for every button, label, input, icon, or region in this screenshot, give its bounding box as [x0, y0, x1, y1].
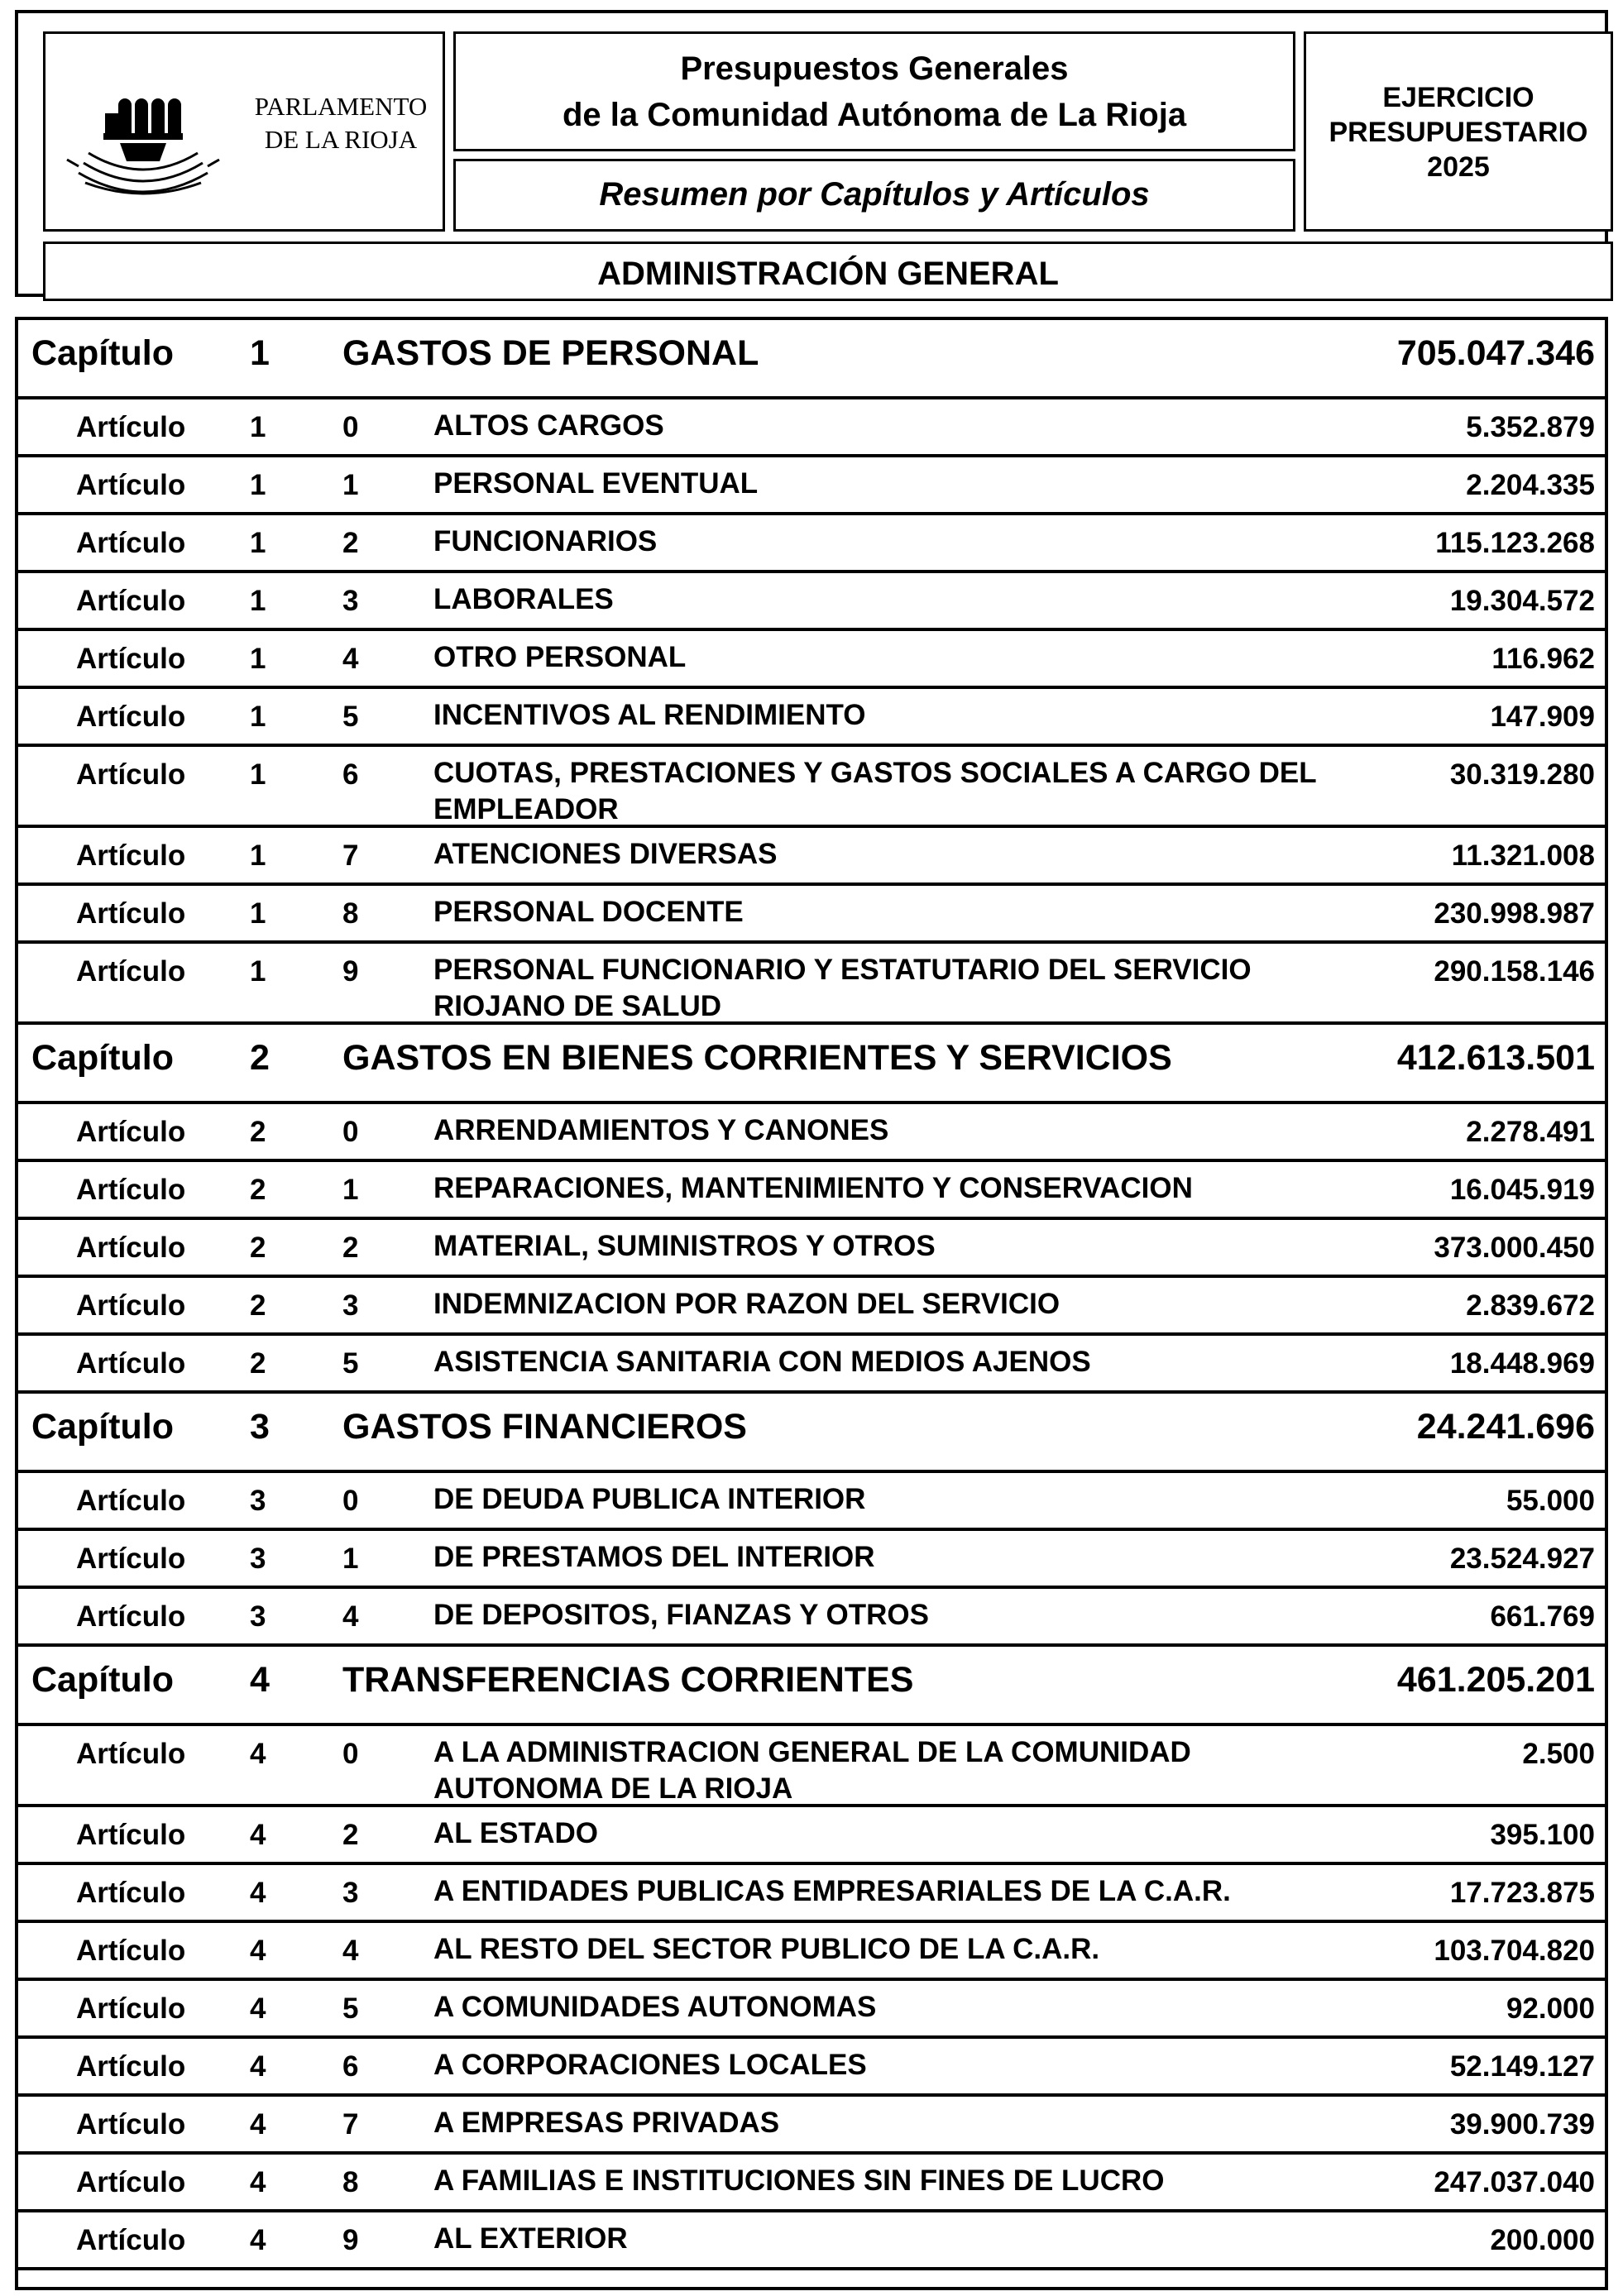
article-name: LABORALES	[433, 583, 614, 615]
article-row	[18, 2039, 1605, 2097]
article-chapter-number: 4	[250, 1819, 266, 1851]
article-name: PERSONAL DOCENTE	[433, 896, 744, 928]
article-label: Artículo	[76, 1935, 186, 1967]
article-chapter-number: 3	[250, 1600, 266, 1633]
article-row	[18, 1473, 1605, 1531]
article-number: 7	[342, 839, 359, 872]
parliament-logo-box	[43, 31, 445, 232]
article-chapter-number: 4	[250, 1877, 266, 1909]
fiscal-year-box	[1304, 31, 1613, 232]
article-label: Artículo	[76, 585, 186, 617]
article-row	[18, 747, 1605, 828]
budget-title-box	[453, 31, 1295, 151]
article-row	[18, 399, 1605, 457]
article-name: A FAMILIAS E INSTITUCIONES SIN FINES DE LUCRO	[433, 2164, 1165, 2197]
article-amount: 17.723.875	[1449, 1877, 1595, 1909]
article-label: Artículo	[76, 701, 186, 733]
article-name: AL EXTERIOR	[433, 2222, 628, 2255]
article-chapter-number: 1	[250, 897, 266, 930]
parliament-name-line1: PARLAMENTO	[254, 92, 428, 121]
parliament-emblem-icon	[55, 67, 246, 199]
article-name: ALTOS CARGOS	[433, 409, 664, 442]
article-number: 0	[342, 1116, 359, 1148]
article-name: A ENTIDADES PUBLICAS EMPRESARIALES DE LA C.A.R.	[433, 1875, 1231, 1907]
article-row	[18, 515, 1605, 573]
article-chapter-number: 2	[250, 1289, 266, 1322]
article-amount: 247.037.040	[1434, 2166, 1595, 2198]
article-number: 4	[342, 1600, 359, 1633]
article-chapter-number: 1	[250, 643, 266, 675]
article-label: Artículo	[76, 1485, 186, 1517]
article-row	[18, 1278, 1605, 1336]
article-number: 5	[342, 701, 359, 733]
article-label: Artículo	[76, 1116, 186, 1148]
article-row	[18, 1162, 1605, 1220]
chapter-name: GASTOS DE PERSONAL	[342, 333, 759, 373]
fiscal-year-line1: EJERCICIO	[1382, 82, 1534, 113]
chapter-amount: 24.241.696	[1416, 1407, 1595, 1447]
article-amount: 52.149.127	[1449, 2050, 1595, 2083]
article-number: 4	[342, 1935, 359, 1967]
article-name: A COMUNIDADES AUTONOMAS	[433, 1991, 877, 2023]
article-name: A LA ADMINISTRACION GENERAL DE LA COMUNIDAD AUTONOMA DE LA RIOJA	[433, 1736, 1191, 1805]
article-label: Artículo	[76, 2166, 186, 2198]
article-chapter-number: 4	[250, 2108, 266, 2141]
article-row	[18, 2097, 1605, 2155]
article-amount: 2.278.491	[1466, 1116, 1595, 1148]
fiscal-year-line2: PRESUPUESTARIO	[1329, 117, 1588, 148]
article-row	[18, 1923, 1605, 1981]
article-row	[18, 944, 1605, 1025]
parliament-name	[237, 90, 444, 156]
chapter-number: 4	[250, 1660, 270, 1700]
article-label: Artículo	[76, 1877, 186, 1909]
article-row	[18, 1531, 1605, 1589]
article-amount: 661.769	[1490, 1600, 1595, 1633]
chapter-label: Capítulo	[31, 1038, 174, 1078]
article-label: Artículo	[76, 839, 186, 872]
article-row	[18, 828, 1605, 886]
article-label: Artículo	[76, 469, 186, 501]
article-label: Artículo	[76, 1738, 186, 1770]
article-amount: 30.319.280	[1449, 758, 1595, 791]
section-box	[43, 242, 1613, 301]
article-label: Artículo	[76, 643, 186, 675]
article-row	[18, 1807, 1605, 1865]
chapter-row	[18, 1394, 1605, 1473]
subtitle-box	[453, 159, 1295, 232]
article-name: AL ESTADO	[433, 1817, 598, 1849]
article-number: 1	[342, 1543, 359, 1575]
article-amount: 373.000.450	[1434, 1232, 1595, 1264]
article-row	[18, 2155, 1605, 2212]
section-title: ADMINISTRACIÓN GENERAL	[597, 256, 1059, 292]
chapter-name: GASTOS FINANCIEROS	[342, 1407, 747, 1447]
chapter-row	[18, 1647, 1605, 1726]
article-amount: 2.500	[1522, 1738, 1595, 1770]
article-number: 1	[342, 1174, 359, 1206]
article-label: Artículo	[76, 1992, 186, 2025]
article-number: 2	[342, 1819, 359, 1851]
article-name: AL RESTO DEL SECTOR PUBLICO DE LA C.A.R.	[433, 1933, 1100, 1965]
article-number: 8	[342, 2166, 359, 2198]
article-amount: 230.998.987	[1434, 897, 1595, 930]
chapter-row	[18, 1025, 1605, 1104]
chapter-amount: 705.047.346	[1396, 333, 1595, 373]
article-name: INCENTIVOS AL RENDIMIENTO	[433, 699, 866, 731]
chapter-label: Capítulo	[31, 1407, 174, 1447]
article-number: 2	[342, 527, 359, 559]
budget-title-line1: Presupuestos Generales	[680, 50, 1069, 87]
article-chapter-number: 4	[250, 1935, 266, 1967]
document-header	[15, 10, 1608, 297]
article-label: Artículo	[76, 1347, 186, 1380]
article-chapter-number: 3	[250, 1543, 266, 1575]
article-chapter-number: 2	[250, 1116, 266, 1148]
article-chapter-number: 1	[250, 839, 266, 872]
article-name: MATERIAL, SUMINISTROS Y OTROS	[433, 1230, 936, 1262]
article-row	[18, 1336, 1605, 1394]
article-name: PERSONAL EVENTUAL	[433, 467, 759, 500]
article-amount: 2.204.335	[1466, 469, 1595, 501]
chapter-label: Capítulo	[31, 1660, 174, 1700]
article-name: ASISTENCIA SANITARIA CON MEDIOS AJENOS	[433, 1346, 1091, 1378]
article-label: Artículo	[76, 2050, 186, 2083]
article-label: Artículo	[76, 1174, 186, 1206]
article-number: 0	[342, 1485, 359, 1517]
chapter-number: 2	[250, 1038, 270, 1078]
article-number: 4	[342, 643, 359, 675]
article-number: 6	[342, 758, 359, 791]
article-amount: 19.304.572	[1449, 585, 1595, 617]
article-name: PERSONAL FUNCIONARIO Y ESTATUTARIO DEL SERVICIO RIOJANO DE SALUD	[433, 954, 1252, 1022]
article-row	[18, 1865, 1605, 1923]
article-chapter-number: 1	[250, 527, 266, 559]
chapter-label: Capítulo	[31, 333, 174, 373]
article-chapter-number: 4	[250, 2224, 266, 2256]
article-row	[18, 457, 1605, 515]
article-amount: 115.123.268	[1435, 527, 1595, 559]
article-number: 3	[342, 1877, 359, 1909]
article-number: 5	[342, 1992, 359, 2025]
article-name: REPARACIONES, MANTENIMIENTO Y CONSERVACION	[433, 1172, 1193, 1204]
article-amount: 39.900.739	[1449, 2108, 1595, 2141]
chapter-number: 3	[250, 1407, 270, 1447]
article-chapter-number: 1	[250, 469, 266, 501]
article-label: Artículo	[76, 1819, 186, 1851]
article-number: 1	[342, 469, 359, 501]
article-row	[18, 1104, 1605, 1162]
chapter-name: GASTOS EN BIENES CORRIENTES Y SERVICIOS	[342, 1038, 1172, 1078]
article-row	[18, 689, 1605, 747]
article-label: Artículo	[76, 2108, 186, 2141]
article-chapter-number: 2	[250, 1232, 266, 1264]
article-label: Artículo	[76, 527, 186, 559]
article-name: ARRENDAMIENTOS Y CANONES	[433, 1114, 889, 1146]
article-number: 2	[342, 1232, 359, 1264]
parliament-name-line2: DE LA RIOJA	[264, 125, 418, 154]
article-row	[18, 1220, 1605, 1278]
article-label: Artículo	[76, 1543, 186, 1575]
fiscal-year-value: 2025	[1427, 151, 1490, 183]
article-row	[18, 1981, 1605, 2039]
chapter-row	[18, 320, 1605, 399]
article-number: 7	[342, 2108, 359, 2141]
article-name: A EMPRESAS PRIVADAS	[433, 2107, 780, 2139]
article-row	[18, 1726, 1605, 1807]
article-chapter-number: 1	[250, 955, 266, 988]
article-row	[18, 573, 1605, 631]
chapter-amount: 412.613.501	[1396, 1038, 1595, 1078]
article-number: 3	[342, 1289, 359, 1322]
article-row	[18, 2212, 1605, 2270]
article-chapter-number: 4	[250, 1992, 266, 2025]
article-number: 9	[342, 955, 359, 988]
article-label: Artículo	[76, 1289, 186, 1322]
article-number: 3	[342, 585, 359, 617]
article-amount: 92.000	[1506, 1992, 1595, 2025]
article-chapter-number: 2	[250, 1347, 266, 1380]
article-name: DE DEUDA PUBLICA INTERIOR	[433, 1483, 866, 1515]
article-amount: 11.321.008	[1451, 839, 1595, 872]
document-subtitle: Resumen por Capítulos y Artículos	[599, 176, 1150, 213]
article-name: INDEMNIZACION POR RAZON DEL SERVICIO	[433, 1288, 1060, 1320]
chapter-number: 1	[250, 333, 270, 373]
article-chapter-number: 1	[250, 701, 266, 733]
article-name: ATENCIONES DIVERSAS	[433, 838, 778, 870]
article-name: FUNCIONARIOS	[433, 525, 658, 557]
article-amount: 55.000	[1506, 1485, 1595, 1517]
article-amount: 103.704.820	[1434, 1935, 1595, 1967]
article-label: Artículo	[76, 411, 186, 443]
budget-table	[15, 317, 1608, 2290]
article-chapter-number: 4	[250, 2050, 266, 2083]
chapter-name: TRANSFERENCIAS CORRIENTES	[342, 1660, 914, 1700]
article-number: 9	[342, 2224, 359, 2256]
article-label: Artículo	[76, 1600, 186, 1633]
article-chapter-number: 2	[250, 1174, 266, 1206]
article-amount: 290.158.146	[1434, 955, 1595, 988]
article-row	[18, 1589, 1605, 1647]
article-label: Artículo	[76, 955, 186, 988]
article-number: 0	[342, 1738, 359, 1770]
article-amount: 147.909	[1490, 701, 1595, 733]
article-chapter-number: 1	[250, 411, 266, 443]
article-chapter-number: 4	[250, 2166, 266, 2198]
article-number: 8	[342, 897, 359, 930]
article-amount: 5.352.879	[1466, 411, 1595, 443]
article-row	[18, 886, 1605, 944]
article-row	[18, 631, 1605, 689]
article-chapter-number: 4	[250, 1738, 266, 1770]
article-chapter-number: 1	[250, 758, 266, 791]
article-number: 5	[342, 1347, 359, 1380]
article-amount: 395.100	[1490, 1819, 1595, 1851]
article-amount: 116.962	[1491, 643, 1595, 675]
article-amount: 200.000	[1490, 2224, 1595, 2256]
article-name: DE DEPOSITOS, FIANZAS Y OTROS	[433, 1599, 929, 1631]
article-name: CUOTAS, PRESTACIONES Y GASTOS SOCIALES A CARGO DEL EMPLEADOR	[433, 757, 1317, 825]
article-amount: 23.524.927	[1449, 1543, 1595, 1575]
article-amount: 18.448.969	[1449, 1347, 1595, 1380]
article-amount: 16.045.919	[1449, 1174, 1595, 1206]
article-label: Artículo	[76, 1232, 186, 1264]
article-number: 6	[342, 2050, 359, 2083]
chapter-amount: 461.205.201	[1396, 1660, 1595, 1700]
article-name: DE PRESTAMOS DEL INTERIOR	[433, 1541, 875, 1573]
article-chapter-number: 1	[250, 585, 266, 617]
article-label: Artículo	[76, 897, 186, 930]
article-number: 0	[342, 411, 359, 443]
article-label: Artículo	[76, 758, 186, 791]
budget-title-line2: de la Comunidad Autónoma de La Rioja	[562, 97, 1187, 133]
article-chapter-number: 3	[250, 1485, 266, 1517]
article-label: Artículo	[76, 2224, 186, 2256]
article-amount: 2.839.672	[1466, 1289, 1595, 1322]
article-name: OTRO PERSONAL	[433, 641, 687, 673]
article-name: A CORPORACIONES LOCALES	[433, 2049, 867, 2081]
